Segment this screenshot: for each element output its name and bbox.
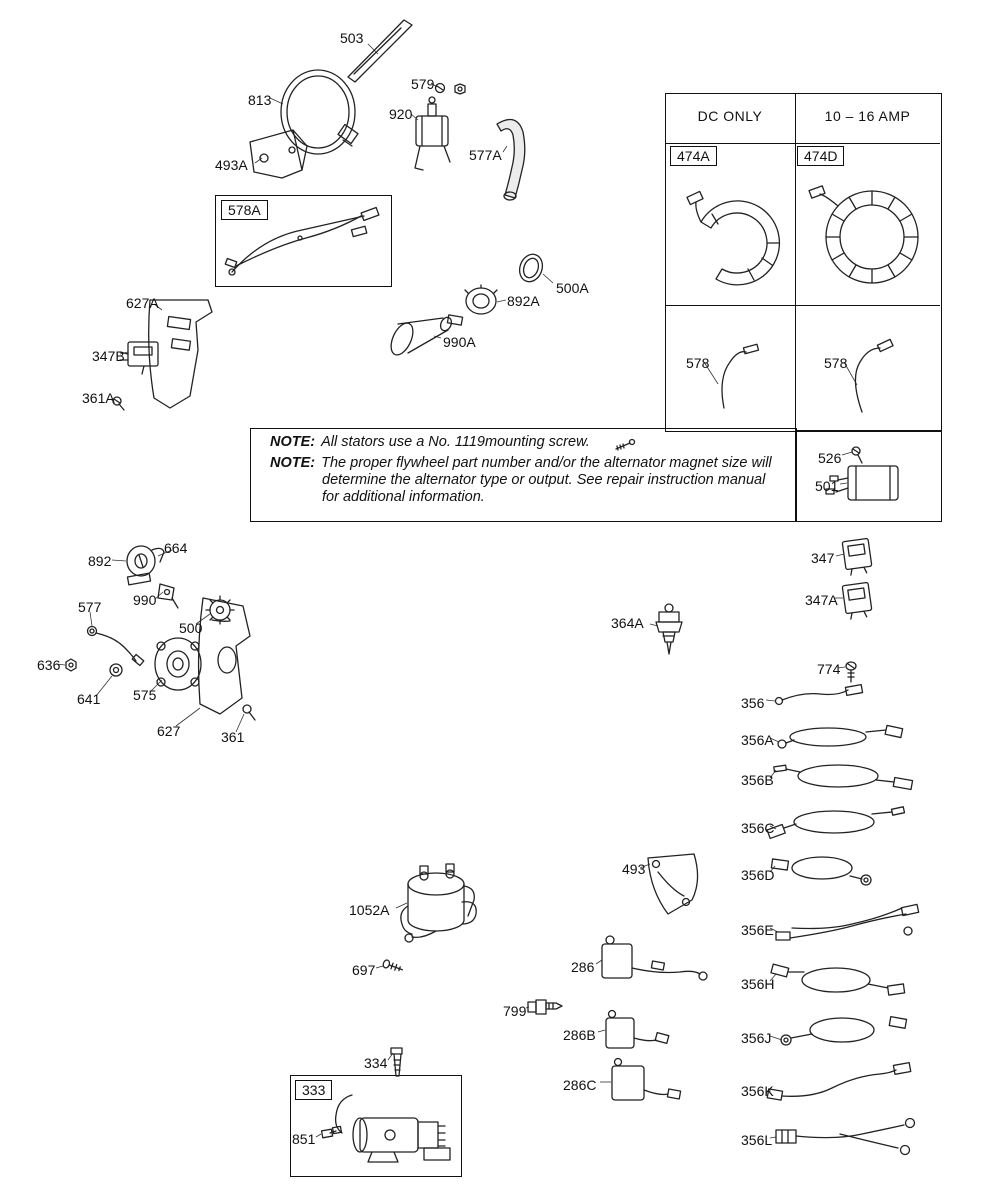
part-label-664: 664 <box>164 540 188 556</box>
part-364A-sensor <box>656 604 682 654</box>
part-577-wire <box>88 627 144 666</box>
part-label-286B: 286B <box>563 1027 596 1043</box>
part-892A-bushing <box>465 285 497 314</box>
part-label-286C: 286C <box>563 1077 597 1093</box>
part-label-501: 501 <box>815 478 839 494</box>
part-500-gear <box>206 596 234 624</box>
part-label-474A: 474A <box>670 146 717 166</box>
part-356-wire <box>776 685 863 705</box>
part-label-892A: 892A <box>507 293 540 309</box>
part-627-bracket <box>199 598 250 714</box>
note-line-2 <box>270 455 772 471</box>
part-347A-switch <box>842 582 872 619</box>
note-1-text: All stators use a No. 1119mounting screw. <box>321 434 590 450</box>
part-label-361: 361 <box>221 729 245 745</box>
part-label-356H: 356H <box>741 976 775 992</box>
part-990-bracket <box>158 584 178 608</box>
part-347-switch <box>842 538 872 575</box>
part-label-641: 641 <box>77 691 101 707</box>
part-526-screw <box>852 447 862 463</box>
part-label-503: 503 <box>340 30 364 46</box>
note-line-1 <box>270 434 590 450</box>
part-label-333: 333 <box>295 1080 332 1100</box>
part-356E-wire <box>776 904 919 940</box>
part-579-screw-nut <box>436 84 466 95</box>
part-label-579: 579 <box>411 76 435 92</box>
screw-icon <box>616 440 635 451</box>
note-2-text-1: The proper flywheel part number and/or the alternator magnet size will <box>321 455 772 471</box>
part-label-575: 575 <box>133 687 157 703</box>
part-892-switch <box>127 546 164 585</box>
note-line-3 <box>322 472 765 488</box>
part-356D-wire <box>771 857 871 885</box>
part-label-990A: 990A <box>443 334 476 350</box>
part-356A-wire <box>778 725 903 748</box>
part-697-screw <box>382 959 404 973</box>
table-header-amp: 10 – 16 AMP <box>824 108 911 124</box>
part-label-851: 851 <box>292 1131 316 1147</box>
leader-lines <box>56 44 857 1138</box>
part-356C-wire <box>767 807 904 839</box>
part-label-356D: 356D <box>741 867 775 883</box>
note-2-text-2: determine the alternator type or output. See repair instruction manual <box>322 472 766 488</box>
part-label-990: 990 <box>133 592 157 608</box>
part-286B-module <box>606 1011 669 1049</box>
note-1-label: NOTE: <box>270 434 316 450</box>
part-label-578-right: 578 <box>824 355 848 371</box>
part-label-356A: 356A <box>741 732 774 748</box>
part-label-361A: 361A <box>82 390 115 406</box>
table-header-dc-only: DC ONLY <box>697 108 763 124</box>
part-851-clip <box>322 1126 342 1137</box>
part-label-578-left: 578 <box>686 355 710 371</box>
part-286-module <box>602 936 707 980</box>
part-label-892: 892 <box>88 553 112 569</box>
part-333-starter <box>336 1095 450 1162</box>
part-493-bracket <box>648 854 698 914</box>
part-474D-stator <box>809 186 918 283</box>
part-label-364A: 364A <box>611 615 644 631</box>
part-label-493: 493 <box>622 861 646 877</box>
part-356L-wire <box>776 1119 915 1155</box>
part-label-920: 920 <box>389 106 413 122</box>
part-label-813: 813 <box>248 92 272 108</box>
part-label-356C: 356C <box>741 820 775 836</box>
part-799-spark-plug <box>528 1000 562 1014</box>
part-575-flange <box>155 638 201 690</box>
part-label-697: 697 <box>352 962 376 978</box>
part-label-356B: 356B <box>741 772 774 788</box>
part-356B-wire <box>774 765 913 789</box>
part-label-526: 526 <box>818 450 842 466</box>
part-813-clamp <box>281 70 358 154</box>
part-label-493A: 493A <box>215 157 248 173</box>
part-label-627: 627 <box>157 723 181 739</box>
part-label-356K: 356K <box>741 1083 774 1099</box>
part-label-347A: 347A <box>805 592 838 608</box>
part-label-627A: 627A <box>126 295 159 311</box>
part-label-286: 286 <box>571 959 595 975</box>
part-label-577A: 577A <box>469 147 502 163</box>
part-920-armature <box>415 97 450 170</box>
part-label-347B: 347B <box>92 348 125 364</box>
part-label-356J: 356J <box>741 1030 772 1046</box>
part-label-774: 774 <box>817 661 841 677</box>
part-347B-switch <box>120 342 158 374</box>
part-578-wire-left <box>722 344 759 408</box>
part-label-474D: 474D <box>797 146 844 166</box>
part-label-578A: 578A <box>221 200 268 220</box>
note-2-text-3: for additional information. <box>322 489 485 505</box>
part-641-washer <box>110 664 122 676</box>
part-356H-wire <box>771 964 905 995</box>
part-493A-bracket <box>250 130 307 178</box>
part-label-356: 356 <box>741 695 765 711</box>
part-578-wire-right <box>855 339 893 412</box>
part-label-356L: 356L <box>741 1132 773 1148</box>
part-label-1052A: 1052A <box>349 902 390 918</box>
part-356J-wire <box>781 1017 907 1045</box>
note-line-4 <box>322 489 485 505</box>
part-356K-wire <box>767 1063 911 1100</box>
part-1052A-solenoid <box>401 864 476 942</box>
part-label-500: 500 <box>179 620 203 636</box>
part-334-bolt <box>391 1048 402 1076</box>
part-361-screw <box>243 705 255 720</box>
part-label-334: 334 <box>364 1055 388 1071</box>
part-474A-stator <box>687 191 779 284</box>
part-label-356E: 356E <box>741 922 774 938</box>
part-label-577: 577 <box>78 599 102 615</box>
part-label-636: 636 <box>37 657 61 673</box>
note-2-label: NOTE: <box>270 455 316 471</box>
part-500A-ring <box>516 251 546 285</box>
part-label-500A: 500A <box>556 280 589 296</box>
part-636-nut <box>66 659 76 671</box>
part-label-347: 347 <box>811 550 835 566</box>
part-286C-module <box>612 1059 681 1101</box>
part-774-screw <box>846 662 856 682</box>
part-label-799: 799 <box>503 1003 527 1019</box>
